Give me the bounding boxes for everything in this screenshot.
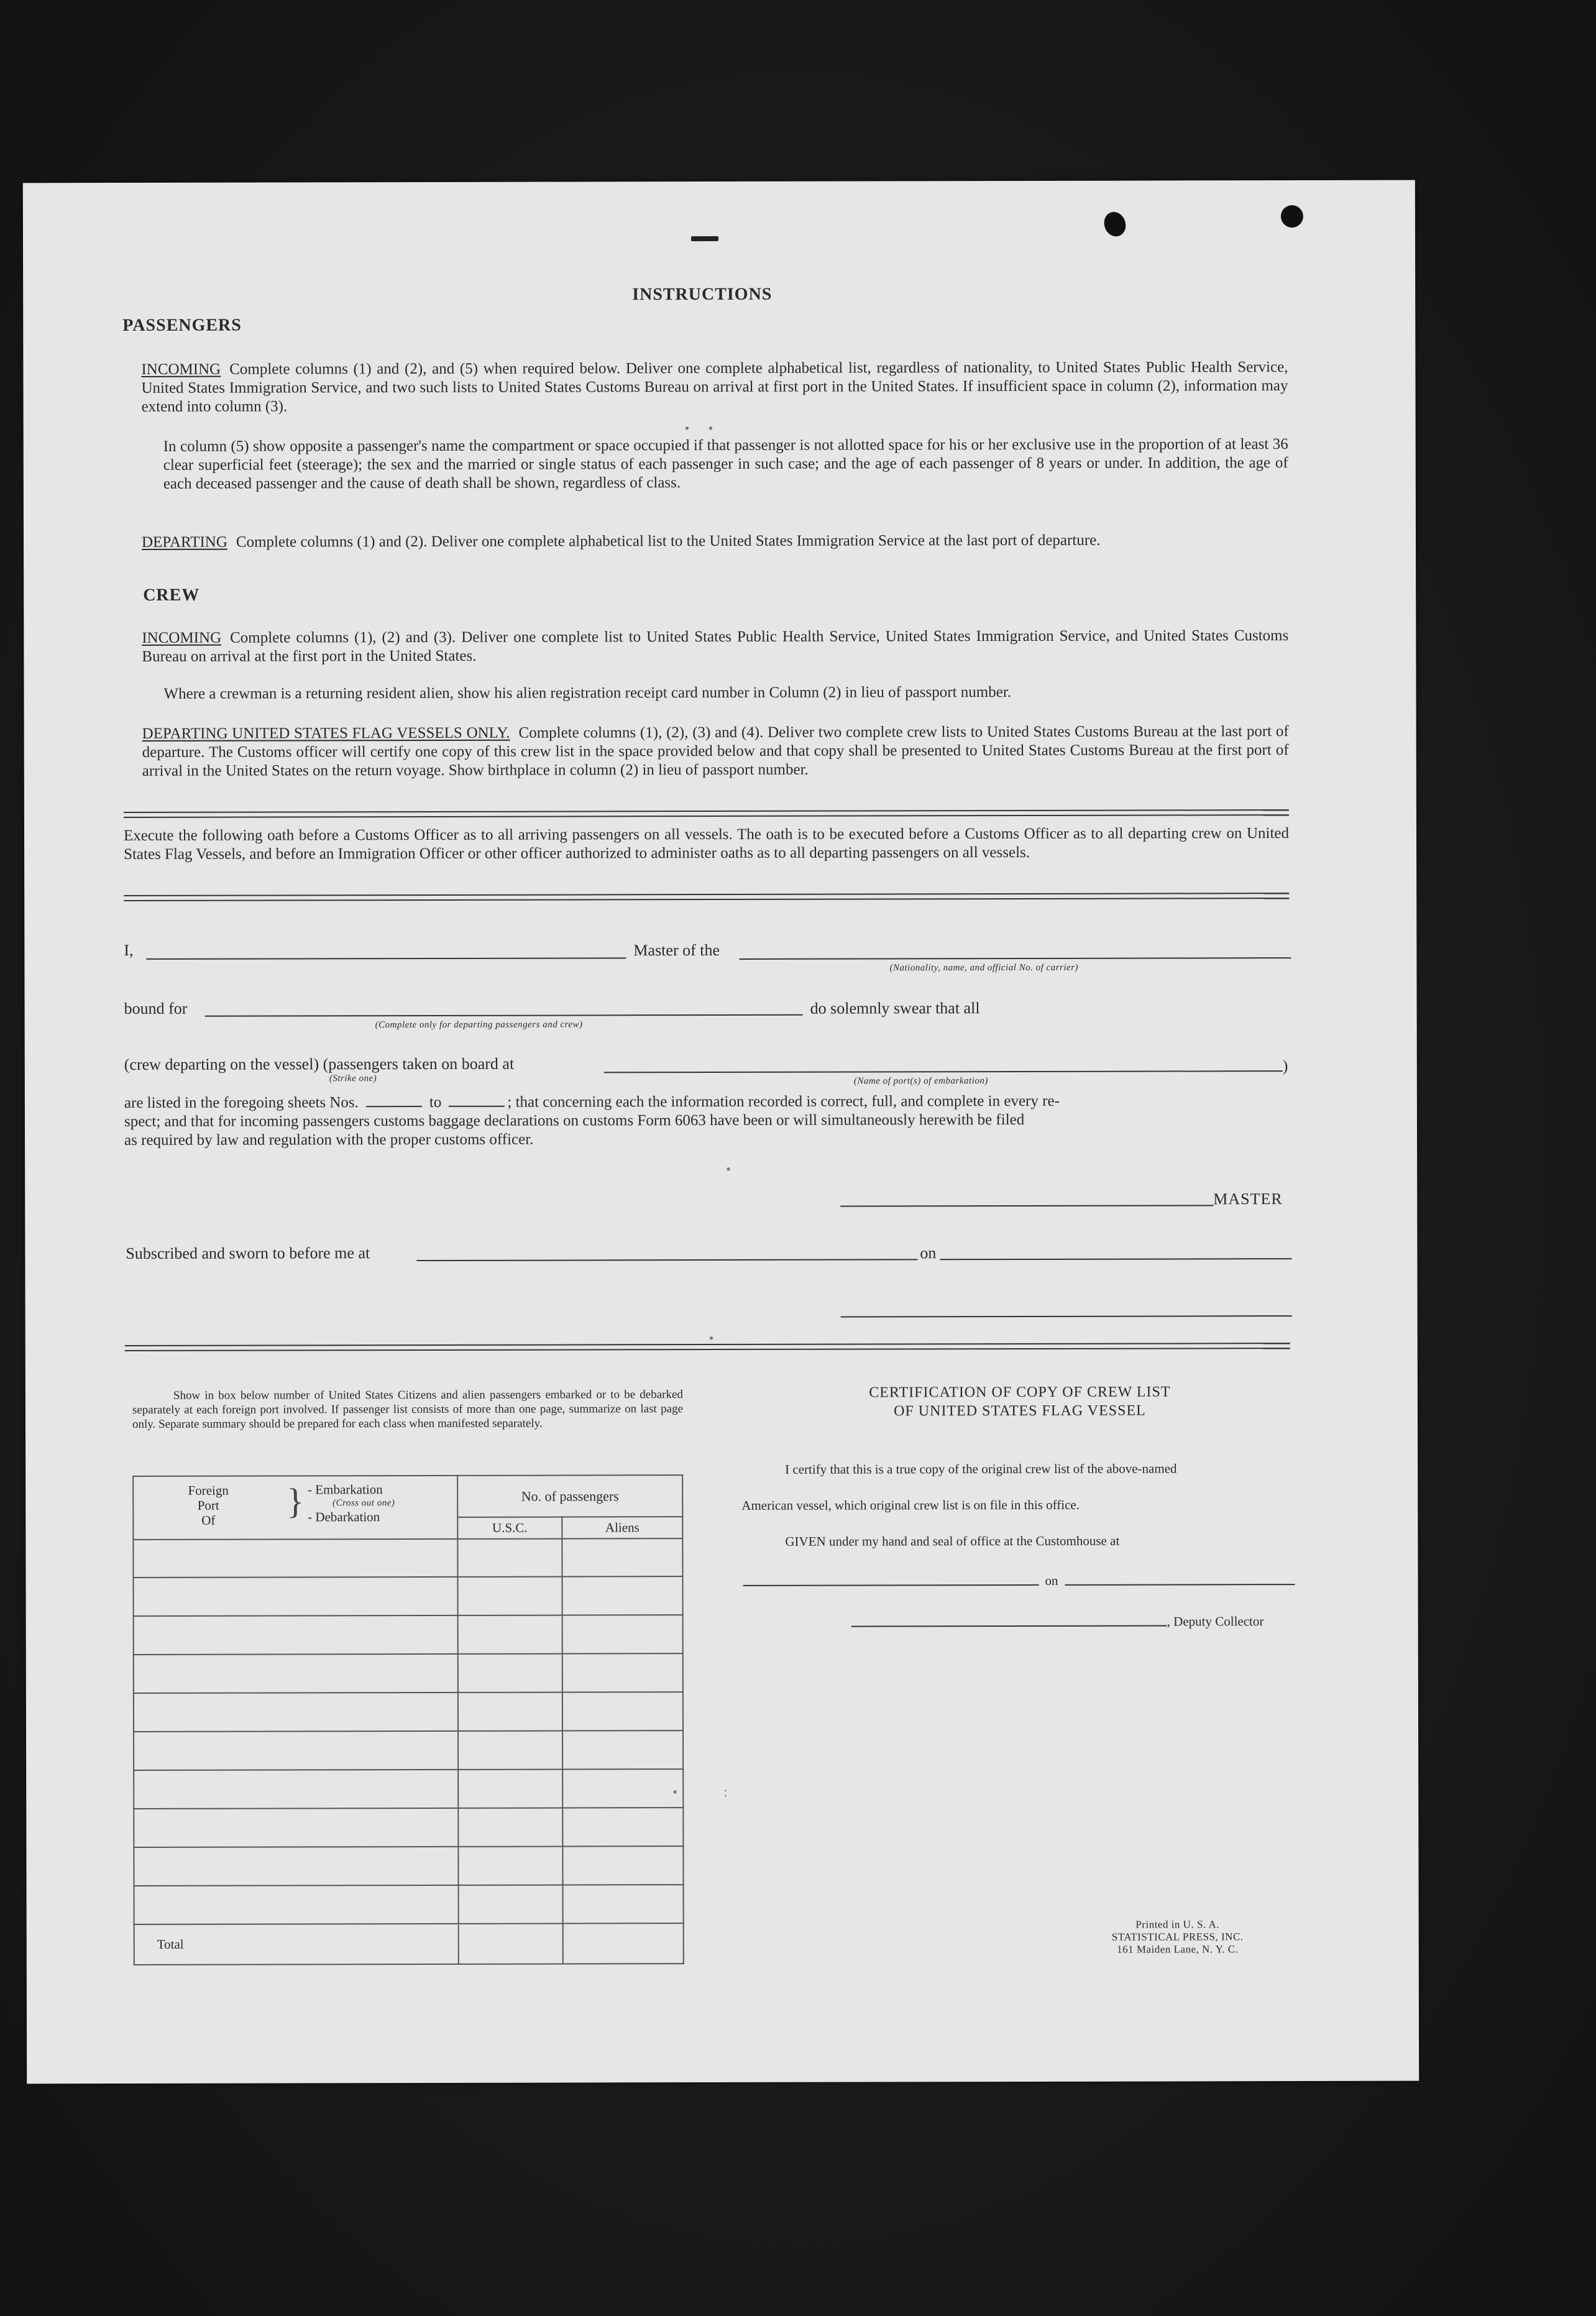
staple-mark [691,236,718,241]
bound-for-field[interactable] [205,1014,803,1017]
passengers-incoming-paragraph [141,358,1288,416]
passenger-summary-table [132,1474,684,1965]
summary-instructions: Show in box below number of United States Citizens and alien passengers embarked or to be debarked separately at each foreign port involved. If passenger list consists of more than one page, summarize on last page only. Separate summary should be prepared for each class when manifested separately. [132,1388,683,1431]
summary-row [134,1846,683,1886]
aliens-cell[interactable] [562,1577,682,1615]
aliens-cell[interactable] [562,1808,683,1846]
summary-row [134,1615,683,1655]
master-label: MASTER [1213,1190,1283,1208]
summary-row [134,1577,683,1617]
summary-row [134,1808,683,1847]
aliens-cell[interactable] [562,1615,683,1654]
oath-instructions: Execute the following oath before a Customs Officer as to all arriving passengers on all vessels. The oath is to be executed before a Customs Officer as to all departing crew on United States Flag Vessels, and before an Immigration Officer or other officer authorized to administer oaths as to all departing passengers on all vessels. [123,825,1290,863]
total-label: Total [134,1924,459,1965]
crew-heading: CREW [143,585,200,605]
crew-departing-label: DEPARTING UNITED STATES FLAG VESSELS ONLY. [142,724,510,742]
total-usc-cell[interactable] [459,1924,563,1964]
aliens-header: Aliens [562,1517,682,1538]
form-page [23,180,1419,2084]
crew-incoming-paragraph [142,627,1288,666]
usc-cell[interactable] [458,1847,562,1885]
usc-cell[interactable] [457,1538,562,1577]
aliens-cell[interactable] [562,1769,683,1808]
passengers-departing-paragraph [142,531,1288,552]
foreign-port-label: Foreign Port Of [188,1482,229,1528]
listed-text-c: spect; and that for incoming passengers customs baggage declarations on customs Form 6063 have been or will simultaneously herewith be filed [124,1111,1025,1131]
crew-incoming-label: INCOMING [142,629,222,646]
sworn-on-label: on [920,1244,937,1262]
port-cell[interactable] [134,1885,459,1924]
passengers-heading: PASSENGERS [122,315,242,336]
port-cell[interactable] [133,1538,457,1578]
solemnly-swear-text: do solemnly swear that all [810,999,980,1018]
ports-hint: (Name of port(s) of embarkation) [853,1076,988,1087]
port-cell[interactable] [134,1577,458,1616]
deputy-signature-field[interactable] [851,1625,1167,1627]
aliens-cell[interactable] [562,1846,683,1885]
passengers-departing-label: DEPARTING [141,533,227,551]
scan-speck: : [723,1783,728,1799]
sworn-place-field[interactable] [416,1259,917,1261]
usc-cell[interactable] [457,1577,562,1615]
close-paren: ) [1282,1057,1288,1075]
aliens-cell[interactable] [562,1730,683,1769]
passengers-incoming-text: Complete columns (1) and (2), and (5) when required below. Deliver one complete alphabetical list, regardless of nationality, to United States Public Health Service, United States Immigration Service, and two such lists to United States Customs Bureau on arrival at first port in the United States. If insufficient space in column (2), information may extend into column (3). [141,359,1288,415]
aliens-cell[interactable] [562,1653,683,1692]
certification-on-label: on [1045,1573,1058,1588]
subscribed-label: Subscribed and sworn to before me at [126,1244,370,1263]
complete-only-hint: (Complete only for departing passengers and crew) [375,1019,583,1031]
usc-cell[interactable] [459,1885,563,1924]
sheet-from-field[interactable] [366,1106,422,1107]
total-row [134,1923,684,1965]
cross-out-hint: (Cross out one) [332,1498,395,1509]
nationality-hint: (Nationality, name, and official No. of carrier) [889,962,1079,973]
usc-cell[interactable] [458,1615,562,1654]
passengers-departing-text: Complete columns (1) and (2). Deliver one complete alphabetical list to the United States Immigration Service at the last port of departure. [236,531,1101,551]
oath-i-label: I, [124,940,134,960]
summary-row [133,1538,682,1578]
embarkation-option[interactable]: - Embarkation [308,1482,383,1497]
master-signature-field[interactable] [840,1205,1213,1206]
scan-speck: • [672,1784,677,1800]
brace-icon: } [287,1481,305,1522]
divider-3 [125,1343,1290,1351]
certify-line-1: I certify that this is a true copy of the original crew list of the above-named [785,1461,1177,1477]
aliens-cell[interactable] [563,1885,684,1923]
aliens-cell[interactable] [562,1538,682,1577]
crew-departing-text: Complete columns (1), (2), (3) and (4). Deliver two complete crew lists to United States Customs Bureau at the last port of departure. The Customs officer will certify one copy of this crew list in the space provided below and that copy shall be presented to United States Customs Bureau at the first port of arrival in the United States on the return voyage. Show birthplace in column (2) in lieu of passport number. [142,723,1289,779]
usc-cell[interactable] [458,1770,562,1808]
listed-paragraph [124,1091,1290,1150]
given-line: GIVEN under my hand and seal of office at the Customhouse at [785,1533,1120,1549]
passengers-incoming-label: INCOMING [141,361,221,378]
summary-row [134,1769,683,1809]
debarkation-option[interactable]: - Debarkation [308,1509,380,1525]
port-cell[interactable] [134,1731,458,1770]
strike-one-hint: (Strike one) [329,1073,377,1084]
scan-speck: • [709,1330,714,1346]
printer-line1: Printed in U. S. A. [1135,1918,1220,1931]
listed-to-label: to [429,1093,442,1111]
punch-hole-right [1281,205,1303,227]
master-of-the-label: Master of the [633,941,720,960]
certification-title-line1: CERTIFICATION OF COPY OF CREW LIST [869,1384,1171,1401]
foreign-port-header [133,1476,457,1540]
printer-line2: STATISTICAL PRESS, INC. [1111,1931,1244,1943]
scan-speck: • [708,420,713,436]
certify-line-2: American vessel, which original crew list is on file in this office. [741,1497,1080,1513]
port-cell[interactable] [134,1654,458,1693]
sworn-date-field[interactable] [940,1258,1291,1260]
sheet-to-field[interactable] [449,1106,505,1107]
listed-text-b: ; that concerning each the information recorded is correct, full, and complete in every re- [507,1092,1060,1111]
usc-cell[interactable] [458,1654,562,1693]
summary-row [134,1692,683,1732]
usc-cell[interactable] [458,1808,562,1847]
scan-speck: • [684,420,690,436]
deputy-collector-label: , Deputy Collector [1167,1614,1264,1629]
page-title: INSTRUCTIONS [632,284,773,305]
crew-resident-paragraph: Where a crewman is a returning resident alien, show his alien registration receipt card number in Column (2) in lieu of passport number. [163,684,1012,702]
punch-hole-left [1101,209,1129,239]
summary-row [134,1730,683,1770]
divider-1 [124,809,1289,818]
customhouse-field[interactable] [743,1584,1039,1586]
crew-incoming-text: Complete columns (1), (2) and (3). Deliver one complete list to United States Public Health Service, United States Immigration Service, and United States Customs Bureau on arrival at the first port in the United States. [142,627,1289,665]
summary-rows [133,1538,683,1924]
carrier-field[interactable] [739,957,1291,960]
port-cell[interactable] [134,1847,458,1886]
port-cell[interactable] [134,1770,458,1809]
divider-2 [124,893,1289,901]
column5-paragraph: In column (5) show opposite a passenger's name the compartment or space occupied if that passenger is not allotted space for his or her exclusive use in the proportion of at least 36 clear superficial feet (steerage); the sex and the married or single status of each passenger in such case; and the age of each passenger of 8 years or under. In addition, the age of each deceased passenger and the cause of death shall be shown, regardless of class. [163,436,1288,492]
summary-row [134,1885,684,1924]
aliens-cell[interactable] [562,1692,683,1730]
printer-imprint [1103,1918,1252,1956]
usc-header: U.S.C. [457,1517,562,1539]
officer-signature-field[interactable] [841,1315,1292,1318]
port-cell[interactable] [134,1615,458,1655]
port-cell[interactable] [134,1693,458,1732]
usc-cell[interactable] [458,1693,562,1731]
port-cell[interactable] [134,1808,458,1847]
ports-field[interactable] [604,1070,1283,1073]
printer-line3: 161 Maiden Lane, N. Y. C. [1117,1943,1239,1955]
certification-date-field[interactable] [1065,1584,1295,1586]
certification-title [740,1382,1300,1421]
usc-cell[interactable] [458,1731,562,1770]
listed-text-d: as required by law and regulation with the proper customs officer. [124,1131,534,1149]
no-of-passengers-header: No. of passengers [457,1475,682,1517]
scan-speck: • [726,1160,731,1177]
listed-text-a: are listed in the foregoing sheets Nos. [124,1094,359,1112]
summary-row [134,1653,683,1693]
crew-departing-text: (crew departing on the vessel) (passengers taken on board at [124,1054,515,1074]
crew-departing-paragraph [142,722,1289,781]
certification-title-line2: OF UNITED STATES FLAG VESSEL [894,1402,1146,1420]
bound-for-label: bound for [124,999,188,1018]
total-aliens-cell[interactable] [563,1923,684,1964]
master-name-field[interactable] [146,957,626,960]
